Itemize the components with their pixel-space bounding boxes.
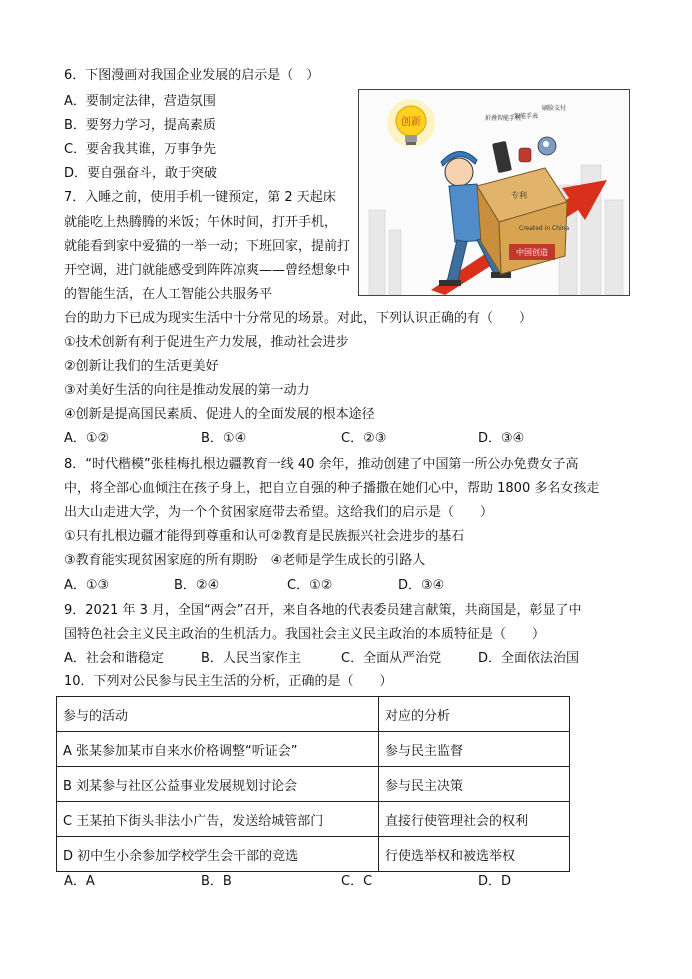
- q7-stem-line-4: 开空调，进门就能感受到阵阵凉爽——曾经想象中: [64, 263, 351, 278]
- q8-option-c: C．①②: [287, 578, 333, 593]
- table-row: [57, 732, 570, 767]
- q10-stem: 10．下列对公民参与民主生活的分析，正确的是（ ）: [64, 674, 393, 689]
- q9-option-a: A．社会和谐稳定: [64, 651, 164, 666]
- q10-table: [56, 696, 570, 872]
- q7-stem-line-2: 就能吃上热腾腾的米饭；午休时间，打开手机，: [64, 215, 338, 230]
- q8-option-a: A．①③: [64, 578, 110, 593]
- q7-statement-1: ①技术创新有利于促进生产力发展，推动社会进步: [64, 335, 349, 350]
- cartoon-illustration: [358, 89, 630, 296]
- q7-statement-3: ③对美好生活的向往是推动发展的第一动力: [64, 383, 310, 398]
- table-cell-analysis: 直接行使管理社会的权利: [379, 802, 570, 837]
- table-cell-analysis: 参与民主监督: [379, 732, 570, 767]
- q7-option-a: A．①②: [64, 431, 110, 446]
- table-header-row: [57, 697, 570, 732]
- q6-option-d: D．要自强奋斗，敢于突破: [64, 166, 218, 181]
- table-header-analysis: 对应的分析: [379, 697, 570, 732]
- q7-option-c: C．②③: [341, 431, 387, 446]
- q7-stem-line-3: 就能看到家中爱猫的一举一动；下班回家，提前打: [64, 239, 351, 254]
- q9-option-c: C．全面从严治党: [341, 651, 442, 666]
- q9-stem-line-1: 9．2021 年 3 月，全国“两会”召开，来自各地的代表委员建言献策，共商国是，彰显了中: [64, 603, 582, 618]
- table-cell-analysis: 行使选举权和被选举权: [379, 837, 570, 872]
- q8-stem-line-2: 中，将全部心血倾注在孩子身上，把自立自强的种子播撒在她们心中，帮助 1800 多名女孩走: [64, 481, 600, 496]
- q10-option-b: B．B: [201, 874, 232, 889]
- q8-statements-line-2: ③教育能实现贫困家庭的所有期盼 ④老师是学生成长的引路人: [64, 553, 426, 568]
- q6-option-a: A．要制定法律，营造氛围: [64, 94, 216, 109]
- q8-stem-line-3: 出大山走进大学，为一个个贫困家庭带去希望。这给我们的启示是（ ）: [64, 505, 494, 520]
- gadget-label-watch: 智能手表: [514, 113, 539, 120]
- q6-option-c: C．要舍我其谁，万事争先: [64, 142, 217, 157]
- q9-option-d: D．全面依法治国: [478, 651, 580, 666]
- gadget-label-pay: 刷脸支付: [542, 105, 567, 112]
- q8-statements-line-1: ①只有扎根边疆才能得到尊重和认可②教育是民族振兴社会进步的基石: [64, 529, 465, 544]
- q7-stem-line-5: 的智能生活，在人工智能公共服务平: [64, 287, 273, 302]
- box-top-label: 专利: [511, 191, 527, 200]
- q8-option-b: B．②④: [174, 578, 220, 593]
- q10-option-c: C．C: [341, 874, 373, 889]
- q6-stem: 6．下图漫画对我国企业发展的启示是（ ）: [64, 68, 320, 83]
- q10-option-d: D．D: [478, 874, 512, 889]
- q7-option-b: B．①④: [201, 431, 247, 446]
- q9-option-b: B．人民当家作主: [201, 651, 301, 666]
- table-cell-activity: D 初中生小余参加学校学生会干部的竞选: [57, 837, 379, 872]
- q10-option-a: A．A: [64, 874, 95, 889]
- q7-stem-line-1: 7．入睡之前，使用手机一键预定，第 2 天起床: [64, 190, 336, 205]
- table-header-activity: 参与的活动: [57, 697, 379, 732]
- table-row: [57, 837, 570, 872]
- q7-statement-4: ④创新是提高国民素质、促进人的全面发展的根本途径: [64, 407, 375, 422]
- table-cell-activity: C 王某拍下街头非法小广告，发送给城管部门: [57, 802, 379, 837]
- table-cell-activity: B 刘某参与社区公益事业发展规划讨论会: [57, 767, 379, 802]
- bulb-text: 创新: [401, 117, 421, 128]
- q8-option-d: D．③④: [398, 578, 445, 593]
- q9-stem-line-2: 国特色社会主义民主政治的生机活力。我国社会主义民主政治的本质特征是（ ）: [64, 627, 546, 642]
- gadget-label-phone: 折叠智能手机: [485, 115, 522, 122]
- q6-option-b: B．要努力学习，提高素质: [64, 118, 216, 133]
- box-front-label: 中国创造: [516, 248, 548, 257]
- q7-statement-2: ②创新让我们的生活更美好: [64, 359, 219, 374]
- q7-option-d: D．③④: [478, 431, 525, 446]
- q7-stem-line-6: 台的助力下已成为现实生活中十分常见的场景。对此，下列认识正确的有（ ）: [64, 311, 533, 326]
- table-cell-activity: A 张某参加某市自来水价格调整“听证会”: [57, 732, 379, 767]
- table-row: [57, 767, 570, 802]
- table-cell-analysis: 参与民主决策: [379, 767, 570, 802]
- box-side-label: Created in China: [519, 225, 570, 232]
- cartoon-drawing: [359, 90, 629, 295]
- table-row: [57, 802, 570, 837]
- q8-stem-line-1: 8．“时代楷模”张桂梅扎根边疆教育一线 40 余年，推动创建了中国第一所公办免费女子高: [64, 457, 579, 472]
